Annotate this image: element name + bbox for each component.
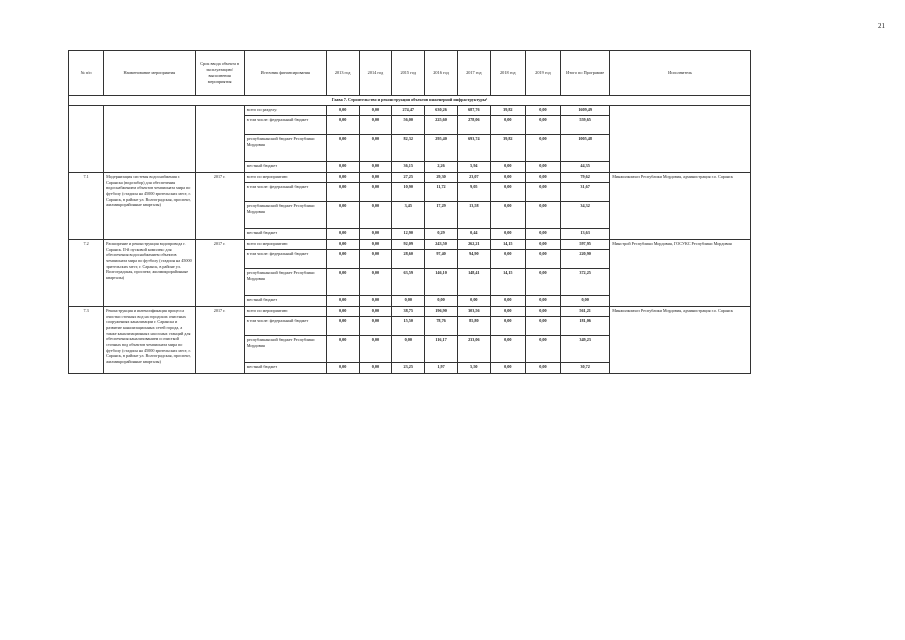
value-cell: 56,00	[392, 116, 425, 135]
value-cell: 27,25	[392, 173, 425, 183]
item-executor: Минстрой Республики Мордовия, ГОСУКС Республики Мордовия	[610, 240, 751, 307]
value-cell: 0,00	[359, 363, 392, 374]
value-cell: 233,06	[457, 336, 490, 363]
page-number: 21	[878, 22, 885, 30]
value-cell: 0,00	[359, 269, 392, 296]
item-executor: Минжилкомхоз Республики Мордовия, администрация г.о. Саранск	[610, 307, 751, 374]
value-cell: 116,17	[425, 336, 458, 363]
value-cell: 0,00	[359, 229, 392, 240]
value-cell: 0,00	[359, 173, 392, 183]
value-cell: 23,25	[392, 363, 425, 374]
funding-source: республиканский бюджет Республики Мордовия	[244, 202, 326, 229]
funding-source: республиканский бюджет Республики Мордовия	[244, 135, 326, 162]
value-cell: 0,00	[525, 116, 560, 135]
value-cell: 0,00	[326, 250, 359, 269]
value-cell: 1609,49	[561, 106, 610, 116]
header-cell: Наименование мероприятия	[104, 51, 195, 96]
value-cell: 12,90	[392, 229, 425, 240]
value-cell: 0,00	[525, 317, 560, 336]
value-cell: 0,00	[326, 183, 359, 202]
value-cell: 29,30	[425, 173, 458, 183]
value-cell: 44,35	[561, 162, 610, 173]
value-cell: 13,58	[457, 202, 490, 229]
value-cell: 78,76	[425, 317, 458, 336]
item-executor: Минжилкомхоз Республики Мордовия, администрация г.о. Саранск	[610, 173, 751, 240]
value-cell: 92,09	[392, 240, 425, 250]
item-number: 7.3	[69, 307, 104, 374]
value-cell: 295,40	[425, 135, 458, 162]
value-cell: 0,00	[525, 135, 560, 162]
value-cell: 15,50	[392, 317, 425, 336]
value-cell: 14,15	[490, 269, 525, 296]
value-cell: 0,00	[326, 240, 359, 250]
value-cell: 0,00	[359, 250, 392, 269]
value-cell: 0,00	[359, 135, 392, 162]
funding-source: всего по разделу:	[244, 106, 326, 116]
value-cell: 0,00	[490, 116, 525, 135]
value-cell: 0,00	[490, 229, 525, 240]
funding-source: местный бюджет	[244, 229, 326, 240]
value-cell: 79,62	[561, 173, 610, 183]
value-cell: 0,00	[525, 269, 560, 296]
value-cell: 34,32	[561, 202, 610, 229]
value-cell: 31,67	[561, 183, 610, 202]
value-cell: 0,00	[457, 296, 490, 307]
value-cell: 597,95	[561, 240, 610, 250]
funding-source: республиканский бюджет Республики Мордовия	[244, 336, 326, 363]
value-cell: 0,00	[525, 336, 560, 363]
value-cell: 11,72	[425, 183, 458, 202]
value-cell: 0,00	[392, 336, 425, 363]
header-cell: № п/п	[69, 51, 104, 96]
value-cell: 148,41	[457, 269, 490, 296]
value-cell: 0,00	[490, 183, 525, 202]
value-cell: 196,90	[425, 307, 458, 317]
empty-cell	[610, 106, 751, 173]
funding-source: местный бюджет	[244, 162, 326, 173]
value-cell: 687,76	[457, 106, 490, 116]
header-cell: Источник финансирования	[244, 51, 326, 96]
value-cell: 0,00	[525, 229, 560, 240]
funding-source: всего по мероприятию:	[244, 173, 326, 183]
value-cell: 559,65	[561, 116, 610, 135]
funding-source: в том числе: федеральный бюджет	[244, 183, 326, 202]
value-cell: 303,56	[457, 307, 490, 317]
header-cell: 2014 год	[359, 51, 392, 96]
value-cell: 0,00	[525, 363, 560, 374]
value-cell: 5,50	[457, 363, 490, 374]
value-cell: 349,23	[561, 336, 610, 363]
table-row	[69, 106, 751, 116]
value-cell: 82,32	[392, 135, 425, 162]
value-cell: 0,00	[490, 317, 525, 336]
funding-source: всего по мероприятию:	[244, 240, 326, 250]
value-cell: 0,00	[490, 202, 525, 229]
value-cell: 0,00	[326, 229, 359, 240]
header-cell: Срок ввода объекта в эксплуатацию/ выполнения мероприятия	[195, 51, 244, 96]
value-cell: 0,44	[457, 229, 490, 240]
item-name: Модернизация системы водоснабжения г. Саранска (водозабор) для обеспечения водоснабжением объектов чемпионата мира по футболу (стадион на 45000 зрительских мест, г. Саранск, в районе ул. Волгоградская, проспект, жилмикрорайонные кварталы)	[104, 173, 195, 240]
value-cell: 0,00	[326, 296, 359, 307]
table-row	[69, 240, 751, 250]
value-cell: 0,00	[326, 162, 359, 173]
value-cell: 28,60	[392, 250, 425, 269]
header-row	[69, 51, 751, 96]
header-cell: 2016 год	[425, 51, 458, 96]
value-cell: 0,00	[359, 240, 392, 250]
value-cell: 0,00	[326, 269, 359, 296]
header-cell: Итого по Программе	[561, 51, 610, 96]
value-cell: 0,00	[425, 296, 458, 307]
value-cell: 0,00	[490, 296, 525, 307]
value-cell: 225,60	[425, 116, 458, 135]
value-cell: 0,00	[326, 173, 359, 183]
value-cell: 0,00	[359, 162, 392, 173]
value-cell: 1005,48	[561, 135, 610, 162]
value-cell: 0,00	[525, 106, 560, 116]
value-cell: 39,82	[490, 106, 525, 116]
value-cell: 0,00	[359, 202, 392, 229]
item-term: 2017 г.	[195, 240, 244, 307]
value-cell: 0,00	[490, 363, 525, 374]
funding-source: в том числе: федеральный бюджет	[244, 116, 326, 135]
value-cell: 0,00	[326, 307, 359, 317]
funding-source: в том числе: федеральный бюджет	[244, 250, 326, 269]
value-cell: 0,00	[359, 317, 392, 336]
value-cell: 693,74	[457, 135, 490, 162]
value-cell: 13,63	[561, 229, 610, 240]
value-cell: 0,00	[326, 363, 359, 374]
value-cell: 0,00	[359, 106, 392, 116]
funding-source: местный бюджет	[244, 363, 326, 374]
value-cell: 0,00	[490, 307, 525, 317]
header-cell: Исполнитель	[610, 51, 751, 96]
value-cell: 85,80	[457, 317, 490, 336]
funding-source: всего по мероприятию:	[244, 307, 326, 317]
value-cell: 561,21	[561, 307, 610, 317]
value-cell: 220,90	[561, 250, 610, 269]
chapter-row	[69, 96, 751, 106]
value-cell: 0,00	[326, 106, 359, 116]
value-cell: 146,10	[425, 269, 458, 296]
value-cell: 0,00	[326, 135, 359, 162]
value-cell: 0,00	[326, 116, 359, 135]
value-cell: 23,07	[457, 173, 490, 183]
value-cell: 0,00	[490, 162, 525, 173]
funding-source: в том числе: федеральный бюджет	[244, 317, 326, 336]
value-cell: 0,00	[525, 162, 560, 173]
funding-source: республиканский бюджет Республики Мордовия	[244, 269, 326, 296]
value-cell: 0,00	[525, 250, 560, 269]
value-cell: 0,00	[525, 183, 560, 202]
chapter-title: Глава 7. Строительство и реконструкция объектов инженерной инфраструктуры¹	[69, 96, 751, 106]
value-cell: 0,00	[490, 173, 525, 183]
item-term: 2017 г.	[195, 307, 244, 374]
header-cell: 2018 год	[490, 51, 525, 96]
header-cell: 2013 год	[326, 51, 359, 96]
value-cell: 63,59	[392, 269, 425, 296]
funding-source: местный бюджет	[244, 296, 326, 307]
header-cell: 2017 год	[457, 51, 490, 96]
item-number: 7.1	[69, 173, 104, 240]
value-cell: 0,00	[525, 240, 560, 250]
value-cell: 274,47	[392, 106, 425, 116]
value-cell: 181,06	[561, 317, 610, 336]
value-cell: 0,00	[525, 173, 560, 183]
value-cell: 14,15	[490, 240, 525, 250]
value-cell: 97,40	[425, 250, 458, 269]
program-table	[68, 50, 751, 374]
value-cell: 0,00	[525, 296, 560, 307]
value-cell: 30,72	[561, 363, 610, 374]
value-cell: 0,00	[490, 336, 525, 363]
table-row	[69, 173, 751, 183]
value-cell: 0,00	[326, 336, 359, 363]
item-name: Реконструкция и интенсификация процесса очистки сточных вод на городских очистных сооружениях канализации г. Саранска и развитие канализационных сетей города, а также канализационных насосных станций для обеспечения канализованием и очисткой сточных вод объектов чемпионата мира по футболу (стадион на 45000 зрительских мест, г. Саранск, в районе ул. Волгоградская, проспект, жилмикрорайонные кварталы)	[104, 307, 195, 374]
value-cell: 0,00	[490, 250, 525, 269]
value-cell: 1,97	[425, 363, 458, 374]
value-cell: 278,06	[457, 116, 490, 135]
value-cell: 94,90	[457, 250, 490, 269]
value-cell: 2,26	[425, 162, 458, 173]
empty-cell	[69, 106, 104, 173]
header-cell: 2019 год	[525, 51, 560, 96]
value-cell: 0,00	[359, 336, 392, 363]
value-cell: 0,00	[326, 317, 359, 336]
table-row	[69, 307, 751, 317]
value-cell: 0,00	[392, 296, 425, 307]
value-cell: 262,21	[457, 240, 490, 250]
value-cell: 0,00	[561, 296, 610, 307]
value-cell: 0,00	[359, 296, 392, 307]
value-cell: 9,05	[457, 183, 490, 202]
item-name: Расширение и реконструкция водопровода г. Саранск. II-й пусковой комплекс для обеспечения водоснабжением объектов чемпионата мира по футболу (стадион на 45000 зрительских мест, г. Саранск, в районе ул. Волгоградская, проспект, жилмикрорайонные кварталы)	[104, 240, 195, 307]
value-cell: 39,82	[490, 135, 525, 162]
value-cell: 38,75	[392, 307, 425, 317]
header-cell: 2015 год	[392, 51, 425, 96]
empty-cell	[195, 106, 244, 173]
value-cell: 0,29	[425, 229, 458, 240]
value-cell: 0,00	[359, 116, 392, 135]
item-number: 7.2	[69, 240, 104, 307]
value-cell: 0,00	[525, 307, 560, 317]
value-cell: 0,00	[525, 202, 560, 229]
value-cell: 17,29	[425, 202, 458, 229]
empty-cell	[104, 106, 195, 173]
value-cell: 10,90	[392, 183, 425, 202]
value-cell: 3,45	[392, 202, 425, 229]
value-cell: 0,00	[326, 202, 359, 229]
value-cell: 0,00	[359, 183, 392, 202]
value-cell: 0,00	[359, 307, 392, 317]
item-term: 2017 г.	[195, 173, 244, 240]
value-cell: 243,50	[425, 240, 458, 250]
value-cell: 372,25	[561, 269, 610, 296]
value-cell: 36,15	[392, 162, 425, 173]
value-cell: 630,26	[425, 106, 458, 116]
value-cell: 5,94	[457, 162, 490, 173]
